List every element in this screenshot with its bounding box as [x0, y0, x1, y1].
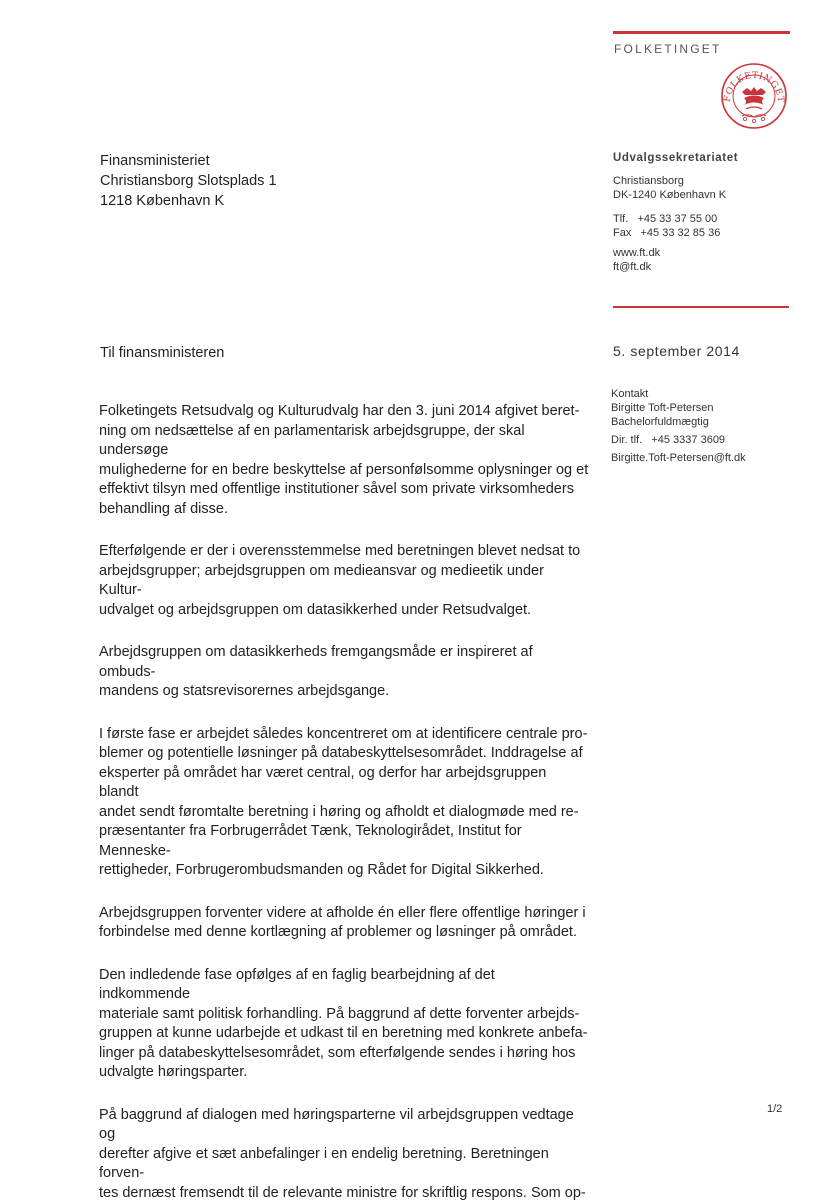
body-paragraph-7: På baggrund af dialogen med høringsparterne vil arbejdsgruppen vedtage og derefter afgive et sæt anbefalinger i en endelig beretning. Beretningen forven- tes dernæst fremsendt til de relevante ministre for skriftlig respons. Som op-: [99, 1106, 589, 1203]
body-paragraph-3: Arbejdsgruppen om datasikkerheds fremgangsmåde er inspireret af ombuds- mandens og statsrevisorernes arbejdsgange.: [99, 643, 589, 702]
folketinget-seal-logo: [720, 62, 788, 130]
contact-title: Bachelorfuldmægtig: [611, 415, 811, 429]
contact-label: Kontakt: [611, 387, 811, 401]
sender-info: [613, 151, 803, 274]
contact-direct-phone: Dir. tlf. +45 3337 3609: [611, 433, 811, 447]
sender-fax: Fax +45 33 32 85 36: [613, 226, 803, 240]
sender-address-line-2: DK-1240 København K: [613, 188, 803, 202]
brand-name: FOLKETINGET: [614, 42, 722, 56]
sender-phone: Tlf. +45 33 37 55 00: [613, 212, 803, 226]
contact-email-link[interactable]: Birgitte.Toft-Petersen@ft.dk: [611, 451, 811, 465]
contact-name: Birgitte Toft-Petersen: [611, 401, 811, 415]
recipient-street: Christiansborg Slotsplads 1: [100, 171, 277, 191]
letter-date: 5. september 2014: [613, 343, 740, 359]
body-paragraph-2: Efterfølgende er der i overensstemmelse med beretningen blevet nedsat to arbejdsgrupper; arbejdsgruppen om medieansvar og medieetik under Kultur- udvalget og arbejdsgruppen om datasikkerhed under Retsudvalget.: [99, 542, 589, 620]
department-name: Udvalgssekretariatet: [613, 151, 803, 165]
sender-website-link[interactable]: www.ft.dk: [613, 246, 803, 260]
sender-email-link[interactable]: ft@ft.dk: [613, 260, 803, 274]
recipient-address: [100, 151, 277, 211]
contact-info: [611, 387, 811, 465]
page-number: 1/2: [767, 1103, 782, 1115]
salutation: Til finansministeren: [100, 345, 224, 361]
recipient-name: Finansministeriet: [100, 151, 277, 171]
body-paragraph-6: Den indledende fase opfølges af en faglig bearbejdning af det indkommende materiale samt politisk forhandling. På baggrund af dette forventer arbejds- gruppen at kunne udarbejde et udkast til en beretning med konkrete anbefa- linger på databeskyttelsesområdet, som efterfølgende sendes i høring hos udvalgte høringsparter.: [99, 966, 589, 1083]
body-paragraph-5: Arbejdsgruppen forventer videre at afholde én eller flere offentlige høringer i forbindelse med denne kortlægning af problemer og løsninger på området.: [99, 904, 589, 943]
body-paragraph-1: Folketingets Retsudvalg og Kulturudvalg har den 3. juni 2014 afgivet beret- ning om nedsættelse af en parlamentarisk arbejdsgruppe, der skal undersøge mulighederne for en bedre beskyttelse af personfølsomme oplysninger og et effektivt tilsyn med offentlige institutioner såvel som private virksomheders behandling af disse.: [99, 402, 589, 519]
sender-address-line-1: Christiansborg: [613, 174, 803, 188]
sidebar-divider: [613, 306, 789, 308]
body-paragraph-4: I første fase er arbejdet således koncentreret om at identificere centrale pro- blemer og potentielle løsninger på databeskyttelsesområdet. Inddragelse af eksperter på området har været central, og derfor har arbejdsgruppen blandt andet sendt føromtalte beretning i høring og afholdt et dialogmøde med re- præsentanter fra Forbrugerrådet Tænk, Teknologirådet, Institut for Menneske- rettigheder, Forbrugerombudsmanden og Rådet for Digital Sikkerhed.: [99, 725, 589, 881]
letter-body: [99, 402, 589, 1203]
header-top-rule: [613, 31, 790, 34]
recipient-city: 1218 København K: [100, 191, 277, 211]
seal-text: FOLKETINGET: [723, 71, 785, 103]
